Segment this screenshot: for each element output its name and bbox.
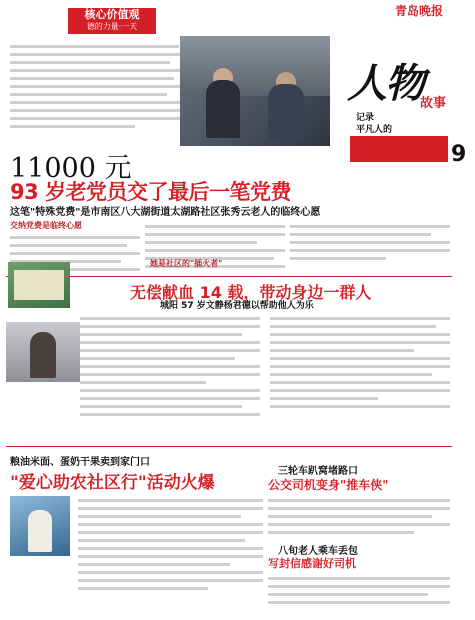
feature-title: 人物	[347, 60, 423, 107]
feature-title-gushi: 故事	[420, 96, 447, 111]
feature-contact-box	[350, 136, 448, 162]
section-tag-title: 核心价值观	[84, 8, 140, 21]
page-number: 9	[451, 142, 467, 167]
market-photo	[10, 496, 70, 556]
feature-subtitle: 记录 平凡人的	[356, 113, 393, 135]
story5-body	[268, 572, 450, 616]
story4-headline-line2: 公交司机变身"推车侠"	[268, 478, 389, 492]
section-tag	[68, 8, 156, 34]
divider	[6, 446, 452, 447]
intro-text-block	[10, 40, 188, 133]
main-story-col-3	[290, 220, 450, 276]
main-headline: 93 岁老党员交了最后一笔党费	[10, 180, 292, 204]
story3-headline-line1: 粮油米面、蛋奶干果卖到家门口	[10, 457, 150, 468]
story5-headline-line2: 写封信感谢好司机	[268, 557, 356, 570]
newspaper-brand: 青岛晚报	[395, 4, 444, 18]
story2-body-right	[270, 312, 450, 442]
story2-headline: 无偿献血 14 载，带动身边一群人	[130, 283, 372, 302]
section-heading-1: 交纳党费是临终心愿	[10, 221, 82, 230]
story3-body	[78, 494, 263, 616]
donor-photo	[6, 322, 80, 382]
main-subhead: 这笔"特殊党费"是市南区八大湖街道太湖路社区张秀云老人的临终心愿	[10, 207, 321, 218]
headline-amount: 11000 元	[10, 153, 132, 184]
section-heading-2-wrap	[150, 258, 270, 270]
section-heading-2: 她是社区的"插火者"	[150, 259, 223, 268]
main-photo	[180, 36, 330, 146]
story2-body-left	[80, 312, 260, 442]
story2-subhead: 城阳 57 岁文静杨君德以帮助他人为乐	[160, 301, 314, 311]
story4-headline-line1: 三轮车趴窝堵路口	[278, 466, 358, 477]
blood-donation-photo	[8, 262, 70, 308]
story3-headline-line2: "爱心助农社区行"活动火爆	[10, 473, 215, 493]
story4-body	[268, 494, 450, 540]
story5-headline-line1: 八旬老人乘车丢包	[278, 546, 358, 557]
section-tag-sub: 德的力量·一天	[86, 22, 138, 31]
divider	[6, 276, 452, 277]
